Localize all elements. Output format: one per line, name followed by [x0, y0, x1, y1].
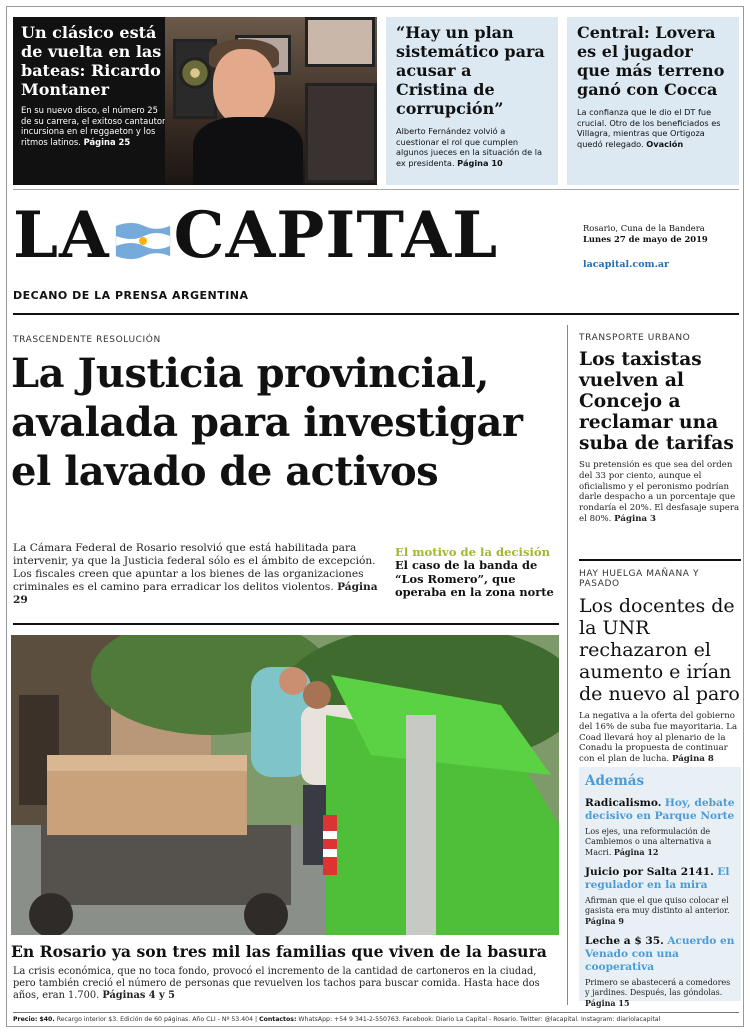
teaser-body-text: En su nuevo disco, el número 25 de su carrera, el exitoso cantautor incursiona en el reggaeton y los ritmos latinos. — [21, 105, 166, 147]
teaser-body — [577, 107, 729, 149]
ademas-item-text: Los ejes, una reformulación de Cambiemos o una alternativa a Macri. — [585, 827, 712, 857]
footer-contact: WhatsApp: +54 9 341-2-550763. Facebook: Diario La Capital - Rosario. Twitter: @lacapital. Instagram: diariolacapital — [298, 1016, 661, 1023]
story-body — [579, 711, 741, 765]
photo-scene — [11, 635, 559, 935]
logo-text-left: LA — [13, 198, 110, 273]
teaser-title: “Hay un plan sistemático para acusar a Cristina de corrupción” — [396, 23, 545, 118]
cartoneros-photo — [11, 635, 559, 935]
gold-record — [179, 57, 211, 89]
ademas-item-bold: Radicalismo. — [585, 797, 662, 809]
ademas-item-blue: El regulador en la mira — [585, 866, 730, 891]
story-page: Página 8 — [672, 754, 714, 765]
city-line: Rosario, Cuna de la Bandera — [583, 223, 705, 233]
story-kicker: TRANSPORTE URBANO — [579, 333, 691, 343]
divider — [13, 189, 739, 190]
divider — [579, 559, 741, 561]
footer: Precio: $40. Recargo interior $3. Edición de 60 páginas. Año CLI - Nº 53.404 | Contactos: WhatsApp: +54 9 341-2-550763. Facebook: Diario La Capital - Rosario. Twitter: @lacapital. Instagram: diariolacapital — [13, 1012, 739, 1026]
ademas-title: Además — [585, 773, 645, 789]
ademas-item-page: Página 12 — [613, 847, 659, 857]
ademas-item-body — [585, 896, 735, 927]
ademas-item-bold: Leche a $ 35. — [585, 935, 664, 947]
story-body-text: Su pretensión es que sea del orden del 33 por ciento, aunque el oficialismo y el peronismo podrían darle despacho a un porcentaje que rondaría el 20%. El desfasaje supera el 80%. — [579, 460, 740, 524]
ademas-item-blue: Acuerdo en Venado con una cooperativa — [585, 935, 735, 973]
photo-headline[interactable]: En Rosario ya son tres mil las familias que viven de la basura — [11, 942, 547, 961]
lead-page: Página 29 — [13, 581, 378, 606]
divider — [13, 623, 559, 625]
teaser-body — [21, 105, 169, 147]
wall-frame — [305, 17, 375, 67]
footer-contact-label: Contactos: — [259, 1016, 297, 1023]
teaser-title: Central: Lovera es el jugador que más terreno ganó con Cocca — [577, 23, 725, 99]
teaser-central[interactable] — [567, 17, 739, 185]
photo-page: Páginas 4 y 5 — [102, 989, 175, 1001]
teaser-page: Página 10 — [457, 157, 503, 168]
teaser-body — [396, 126, 548, 168]
tagline: DECANO DE LA PRENSA ARGENTINA — [13, 289, 249, 302]
wall-frame — [305, 83, 377, 183]
teaser-page: Página 25 — [83, 136, 131, 147]
ademas-item-page: Página 15 — [585, 998, 630, 1008]
ademas-box — [579, 767, 741, 1008]
person-shirt — [193, 117, 303, 185]
story-headline: Los taxistas vuelven al Concejo a reclamar una suba de tarifas — [579, 349, 734, 454]
teaser-title: Un clásico está de vuelta en las bateas: Ricardo Montaner — [21, 23, 162, 99]
lead-sidebar[interactable] — [395, 545, 559, 600]
ademas-item-page: Página 9 — [585, 916, 624, 926]
lead-kicker: TRASCENDENTE RESOLUCIÓN — [13, 335, 161, 345]
newspaper-logo[interactable] — [13, 198, 499, 273]
divider — [13, 313, 739, 315]
person-face — [213, 49, 275, 125]
ademas-item[interactable] — [585, 866, 735, 927]
photo-body — [13, 966, 561, 1001]
logo-text-right: CAPITAL — [173, 198, 499, 273]
masthead-meta — [583, 223, 708, 270]
ademas-item-head — [585, 866, 735, 892]
ademas-item-body — [585, 978, 735, 1009]
teaser-montaner-text — [21, 23, 169, 147]
teaser-strip — [13, 17, 739, 185]
argentina-flag-icon — [112, 218, 172, 264]
photo-body-text: La crisis económica, que no toca fondo, provocó el incremento de la cantidad de cartoneros en la ciudad, pero también creció el número de personas que revuelven los tachos para buscar comida. Hasta hace dos años, eran 1.700. — [13, 966, 540, 1001]
ademas-item[interactable] — [585, 797, 735, 858]
story-body-text: La negativa a la oferta del gobierno del 16% de suba fue mayoritaria. La Coad llevará hoy al plenario de la Conadu la propuesta de continuar con el plan de lucha. — [579, 711, 738, 765]
ademas-item-head — [585, 797, 735, 823]
story-body — [579, 460, 741, 525]
lead-headline[interactable]: La Justicia provincial, avalada para investigar el lavado de activos — [11, 350, 523, 495]
ademas-item-head — [585, 935, 735, 974]
footer-price: Precio: $40. — [13, 1016, 55, 1023]
masthead — [13, 197, 739, 309]
story-taxistas[interactable] — [579, 333, 741, 525]
ademas-item-text: Primero se abastecerá a comedores y jardines. Después, las góndolas. — [585, 978, 731, 997]
footer-edition: Recargo interior $3. Edición de 60 páginas. Año CLI - Nº 53.404 — [56, 1016, 254, 1023]
date-line: Lunes 27 de mayo de 2019 — [583, 234, 708, 244]
column-divider — [567, 325, 568, 1005]
sidebar-kicker: El motivo de la decisión — [395, 545, 551, 559]
sidebar-headline: El caso de la banda de “Los Romero”, que operaba en la zona norte — [395, 558, 554, 599]
story-docentes[interactable] — [579, 569, 741, 765]
site-link[interactable]: lacapital.com.ar — [583, 259, 670, 270]
ademas-item-blue: Hoy, debate decisivo en Parque Norte — [585, 797, 735, 822]
teaser-montaner[interactable] — [13, 17, 377, 185]
story-kicker: HAY HUELGA MAÑANA Y PASADO — [579, 569, 700, 589]
story-page: Página 3 — [614, 513, 657, 524]
story-headline: Los docentes de la UNR rechazaron el aumento e irían de nuevo al paro — [579, 595, 740, 705]
newspaper-front-page — [6, 6, 744, 1027]
ademas-item-text: Afirman que el que quiso colocar el gasista era muy distinto al anterior. — [585, 896, 730, 915]
teaser-body-text: La confianza que le dio el DT fue crucial. Otro de los beneficiados es Villagra, mientras que Ortigoza quedó relegado. — [577, 107, 721, 149]
montaner-photo — [165, 17, 377, 185]
ademas-item[interactable] — [585, 935, 735, 1009]
ademas-item-bold: Juicio por Salta 2141. — [585, 866, 714, 878]
teaser-fernandez[interactable] — [386, 17, 558, 185]
teaser-page: Ovación — [646, 138, 684, 149]
ademas-item-body — [585, 827, 735, 858]
lead-body — [13, 542, 383, 607]
lead-body-text: La Cámara Federal de Rosario resolvió que está habilitada para intervenir, ya que la Justicia federal sólo es el ámbito de excepción. Los fiscales creen que apuntar a los bienes de las organizaciones criminales es el camino para erradicar los delitos violentos. — [13, 542, 376, 593]
teaser-body-text: Alberto Fernández volvió a cuestionar el rol que cumplen algunos jueces en la situación de la ex presidenta. — [396, 126, 543, 168]
